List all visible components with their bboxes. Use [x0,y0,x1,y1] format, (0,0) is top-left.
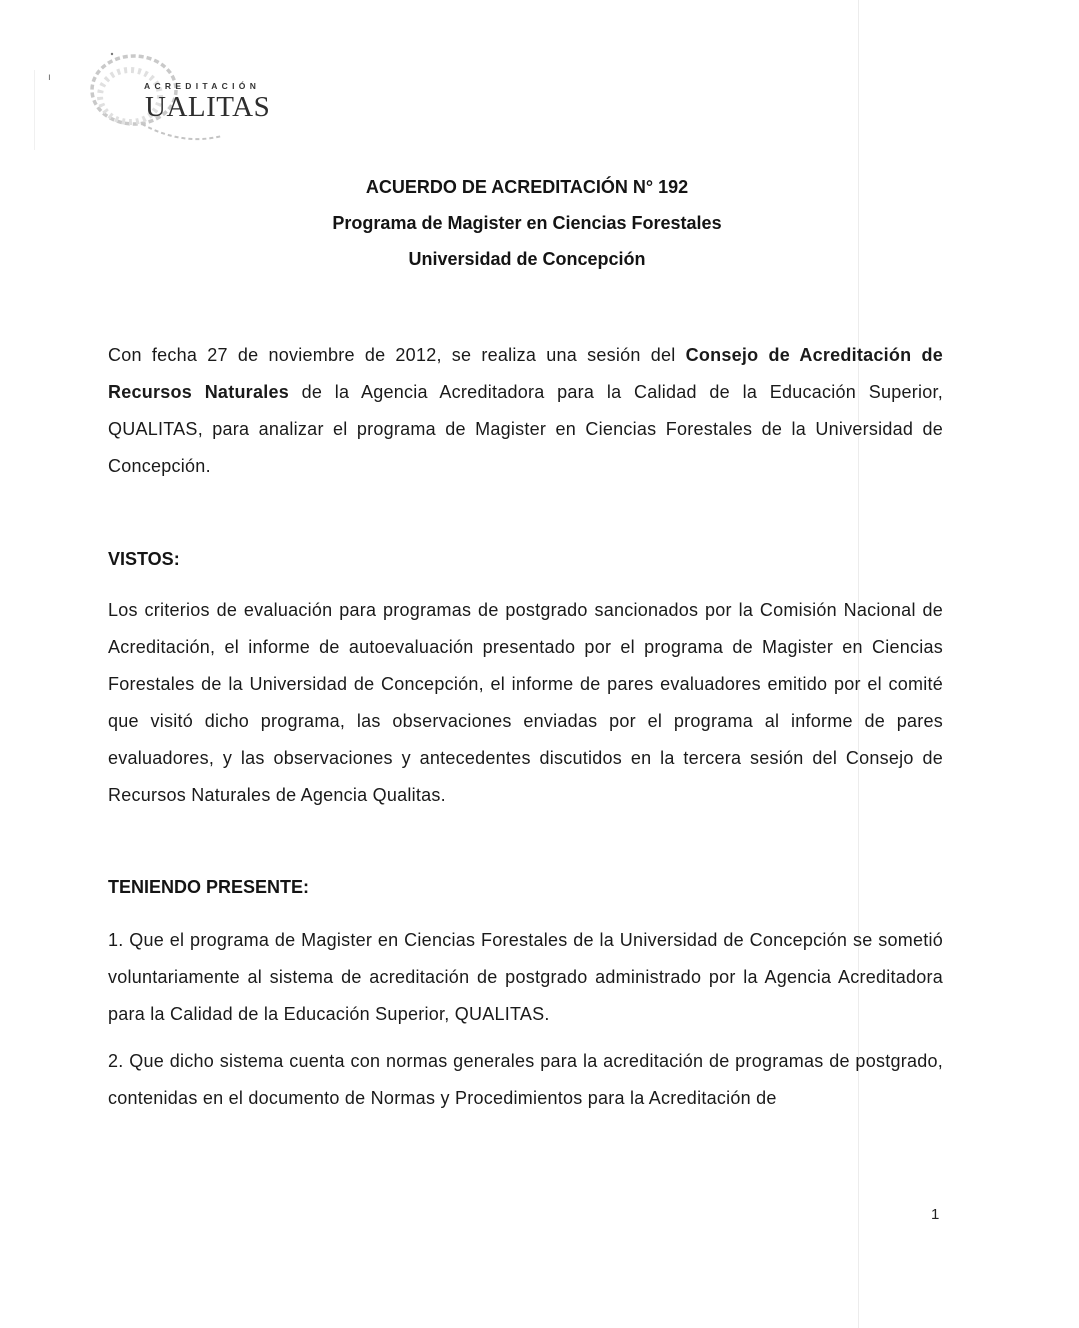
page-number: 1 [931,1206,940,1223]
document-title: ACUERDO DE ACREDITACIÓN N° 192 [365,177,689,197]
intro-paragraph [108,337,943,485]
list-item: 2. Que dicho sistema cuenta con normas generales para la acreditación de programas de postgrado, contenidas en el documento de Normas y Procedimientos para la Acreditación de [108,1051,943,1108]
logo-tagline: ACREDITACIÓN [144,81,261,91]
intro-text-end: de la Agencia Acreditadora para la Calidad de la Educación Superior, QUALITAS, para analizar el programa de Magister en Ciencias Forestales de la Universidad de Concepción. [108,382,944,476]
scan-artifact-line [34,70,35,150]
teniendo-presente-heading: TENIENDO PRESENTE: [108,877,310,897]
qualitas-logo [82,48,302,148]
logo-wordmark: UALITAS [145,91,271,123]
vistos-heading: VISTOS: [108,549,180,569]
scan-artifact-mark: ı [48,72,51,83]
list-item: 1. Que el programa de Magister en Ciencias Forestales de la Universidad de Concepción se sometió voluntariamente al sistema de acreditación de postgrado administrado por la Agencia Acreditadora para la Calidad de la Educación Superior, QUALITAS. [108,930,943,1024]
council-name: Consejo de Acreditación de Recursos Naturales [108,345,943,402]
intro-text-start: Con fecha 27 de noviembre de 2012, se realiza una sesión del [108,345,686,365]
program-name: Programa de Magister en Ciencias Forestales [332,213,722,233]
university-name: Universidad de Concepción [408,249,646,269]
vistos-paragraph: Los criterios de evaluación para programas de postgrado sancionados por la Comisión Nacional de Acreditación, el informe de autoevaluación presentado por el programa de Magister en Ciencias Forestales de la Universidad de Concepción, el informe de pares evaluadores emitido por el comité que visitó dicho programa, las observaciones enviadas por el programa al informe de pares evaluadores, y las observaciones y antecedentes discutidos en la tercera sesión del Consejo de Recursos Naturales de Agencia Qualitas. [108,600,943,805]
